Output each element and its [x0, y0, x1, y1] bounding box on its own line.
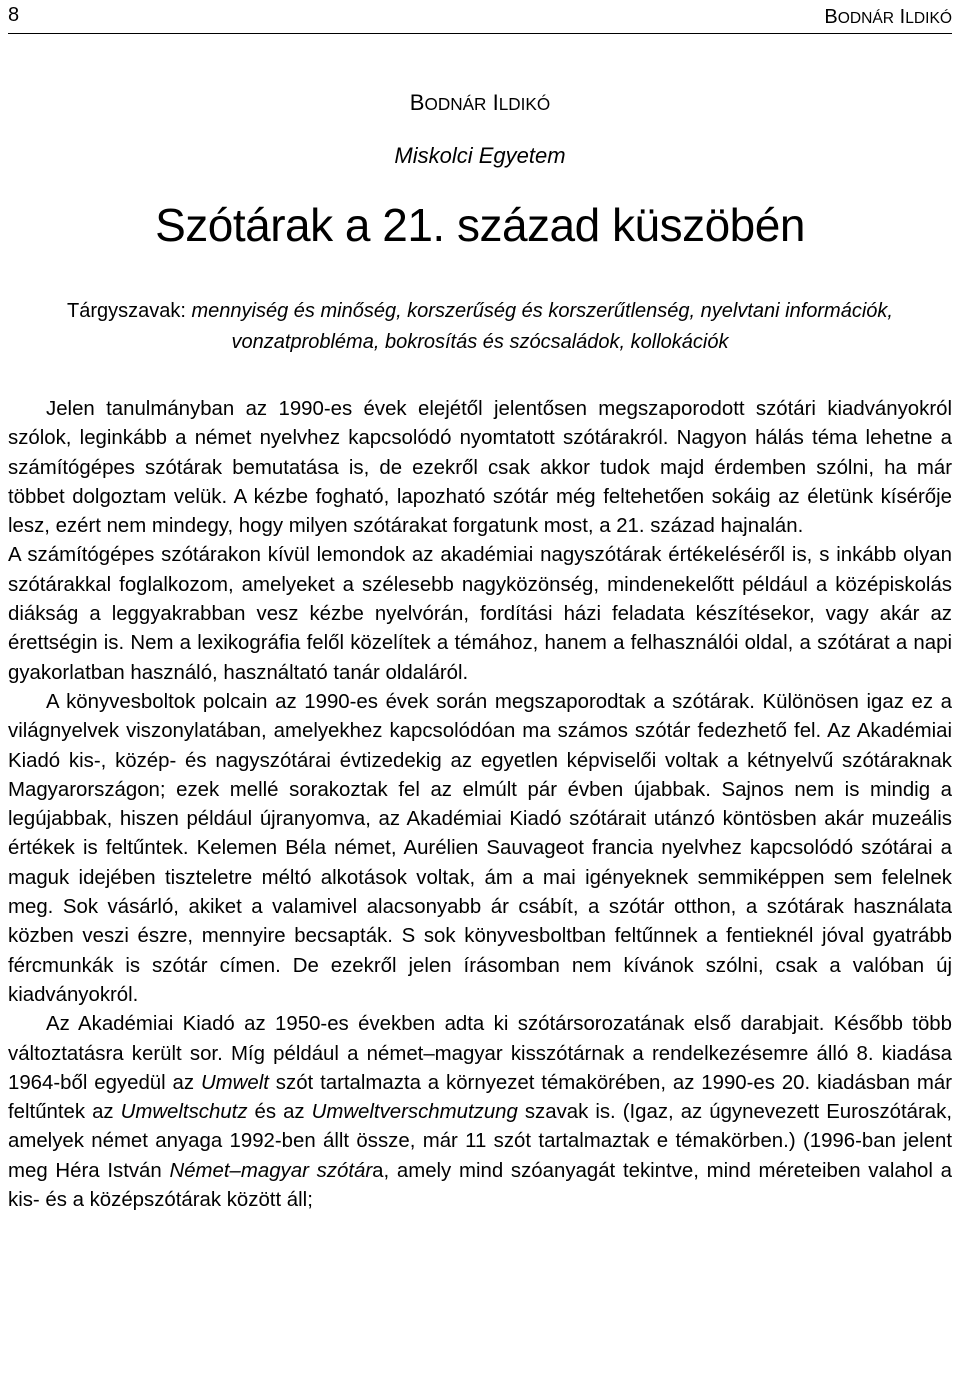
- paragraph-4-part-d: szavak is. (Igaz, az úgynevezett Euroszótárak, amelyek német anyaga 1992-ben állt össze, már 11 szót tartalmaztak e témakörben.) (1996-ban jelent meg Héra István: [8, 1101, 952, 1182]
- running-head-initial-2: I: [899, 6, 906, 28]
- author-rest-2: LDIKÓ: [498, 94, 551, 114]
- paragraph-4-part-c: és az: [247, 1101, 312, 1124]
- paragraph-3: A könyvesboltok polcain az 1990-es évek során megszaporodtak a szótárak. Különösen igaz ez a világnyelvek viszonylatában, amelyekhez kapcsolódóan ma számos szótár fedezhető fel. Az Akadémiai Kiadó kis-, közép- és nagyszótárai évtizedekig az egyetlen képviselői voltak a kétnyelvű szótáraknak Magyarországon; ezek mellé sorakoztak fel az elmúlt pár évben újabbak. Sajnos nem is mindig a legújabbak, hiszen például újranyomva, az Akadémiai Kiadó szótárait utánzó köntösben akár muzeális értékek is feltűntek. Kelemen Béla német, Aurélien Sauvageot francia nyelvhez kapcsolódó szótárai a maguk idejében tiszteletre méltó alkotások voltak, ám a mai igényeknek semmiképpen sem felelnek meg. Sok vásárló, akiket a valamivel alacsonyabb ár csábít, a szótár otthon, a szótárak használata közben veszi észre, mennyire becsapták. S sok könyvesboltban feltűnnek a fentieknél jóval gyatrább fércmunkák is szótár címen. De ezekről jelen írásomban nem kívánok szólni, csak a valóban új kiadványokról.: [8, 690, 952, 1006]
- paragraph-4: [8, 1010, 952, 1215]
- paragraph-1: Jelen tanulmányban az 1990-es évek elejétől jelentősen megszaporodott szótári kiadványokról szólok, leginkább a német nyelvhez kapcsolódó nyomtatott szótárakról. Nagyon hálás téma lehetne a számítógépes szótárak bemutatása is, de ezekről csak akkor tudok majd érdemben szólni, ha már többet dolgoztam velük. A kézbe fogható, lapozható szótár még feltehetően sokáig az életünk kísérője lesz, ezért nem mindegy, hogy milyen szótárakat forgatunk most, a 21. század hajnalán.: [8, 398, 952, 538]
- author-name: [0, 90, 960, 116]
- page-header: [8, 0, 952, 34]
- article-title: Szótárak a 21. század küszöbén: [155, 199, 805, 251]
- running-head-rest-1: ODNÁR: [837, 10, 895, 27]
- author-initial-2: I: [492, 90, 499, 115]
- running-head-initial-1: B: [824, 6, 838, 28]
- term-umweltverschmutzung: Umweltverschmutzung: [311, 1101, 518, 1124]
- running-head: [824, 6, 952, 29]
- book-title-nemet-magyar: Német–magyar szótár: [169, 1159, 373, 1182]
- running-head-rest-2: LDIKÓ: [905, 10, 952, 27]
- page-number: 8: [8, 4, 20, 26]
- paragraph-2: A számítógépes szótárakon kívül lemondok az akadémiai nagyszótárak értékeléséről is, s inkább olyan szótárakkal foglalkozom, amelyeket a szélesebb nagyközönség, mindenekelőtt például a középiskolás diákság a leggyakrabban vesz kézbe nyelvórán, fordítási házi feladata készítésekor, vagy akár az érettségin is. Nem a lexikográfia felől közelítek a témához, hanem a felhasználói oldal, a szótárat a napi gyakorlatban használó, használtató tanár oldaláról.: [8, 544, 952, 684]
- keywords-text: mennyiség és minőség, korszerűség és korszerűtlenség, nyelvtani információk, vonzatprobléma, bokrosítás és szócsaládok, kollokációk: [191, 300, 893, 353]
- paragraph-4-part-b: szót tartalmazta a környezet témakörében, az 1990-es 20. kiadásban már feltűntek az: [8, 1071, 952, 1124]
- keywords-label: Tárgyszavak:: [67, 300, 192, 322]
- term-umwelt: Umwelt: [200, 1071, 269, 1094]
- paragraph-4-part-a: Az Akadémiai Kiadó az 1950-es években adta ki szótársorozatának első darabjait. Később több változtatásra került sor. Míg például a német–magyar kisszótárnak a rendelkezésemre álló 8. kiadása 1964-ből egyedül az: [8, 1013, 952, 1094]
- paragraph-4-part-e: a, amely mind szóanyagát tekintve, mind méreteiben valahol a kis- és a középszótárak között áll;: [8, 1159, 952, 1212]
- affiliation: Miskolci Egyetem: [394, 143, 566, 168]
- term-umweltschutz: Umweltschutz: [120, 1101, 248, 1124]
- keywords: [8, 296, 952, 358]
- author-initial-1: B: [409, 90, 425, 115]
- article-body: [8, 395, 952, 1215]
- author-rest-1: ODNÁR: [424, 94, 487, 114]
